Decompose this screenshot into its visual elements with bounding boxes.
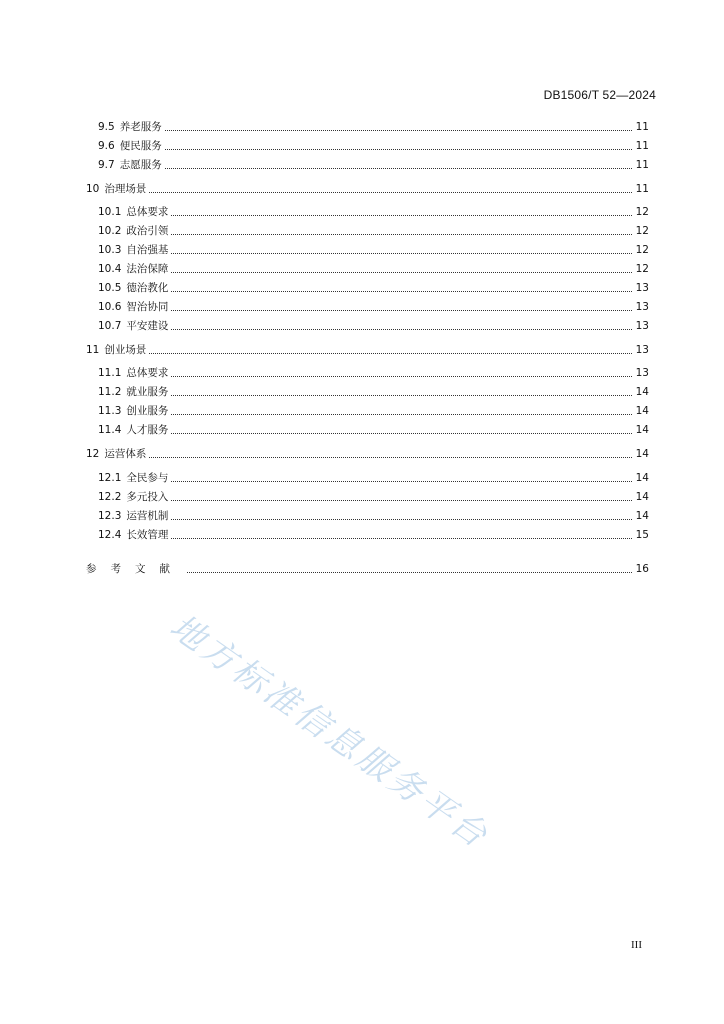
toc-leader-dots <box>171 538 632 539</box>
toc-entry-number: 10.5 <box>98 282 122 294</box>
toc-entry[interactable] <box>0 262 724 276</box>
toc-entry[interactable] <box>0 404 724 418</box>
toc-entry-number: 10.2 <box>98 225 122 237</box>
toc-entry-title: 参考文献 <box>86 563 184 575</box>
toc-entry-title: 运营机制 <box>126 510 169 522</box>
toc-leader-dots <box>171 329 632 330</box>
toc-entry[interactable] <box>0 281 724 295</box>
toc-entry-title: 德治教化 <box>126 282 169 294</box>
toc-leader-dots <box>149 457 632 458</box>
toc-leader-dots <box>187 572 632 573</box>
toc-entry-number: 11.2 <box>98 386 122 398</box>
toc-entry-page: 13 <box>635 367 649 379</box>
toc-leader-dots <box>171 253 632 254</box>
document-code: DB1506/T 52—2024 <box>543 88 656 102</box>
toc-entry-number: 10 <box>86 183 100 195</box>
toc-leader-dots <box>171 376 632 377</box>
toc-entry-title: 全民参与 <box>126 472 169 484</box>
toc-entry[interactable] <box>0 471 724 485</box>
toc-entry-page: 14 <box>635 491 649 503</box>
toc-entry-number: 12.1 <box>98 472 122 484</box>
toc-entry-title: 志愿服务 <box>119 159 162 171</box>
toc-leader-dots <box>171 234 632 235</box>
toc-entry-number: 11.1 <box>98 367 122 379</box>
toc-entry-page: 14 <box>635 405 649 417</box>
toc-entry[interactable] <box>0 300 724 314</box>
toc-entry[interactable] <box>0 366 724 380</box>
page-number: III <box>631 939 642 951</box>
toc-entry-page: 12 <box>635 225 649 237</box>
toc-entry-number: 9.6 <box>98 140 115 152</box>
toc-entry-title: 创业服务 <box>126 405 169 417</box>
toc-entry-page: 13 <box>635 344 649 356</box>
toc-entry-title: 平安建设 <box>126 320 169 332</box>
toc-leader-dots <box>171 310 632 311</box>
toc-entry-title: 就业服务 <box>126 386 169 398</box>
toc-entry[interactable] <box>0 319 724 333</box>
toc-entry[interactable] <box>0 205 724 219</box>
toc-entry[interactable] <box>0 120 724 134</box>
toc-entry-page: 12 <box>635 244 649 256</box>
toc-entry-title: 便民服务 <box>119 140 162 152</box>
toc-entry-page: 14 <box>635 448 649 460</box>
toc-leader-dots <box>171 291 632 292</box>
toc-leader-dots <box>171 414 632 415</box>
toc-entry-number: 10.4 <box>98 263 122 275</box>
toc-entry-title: 法治保障 <box>126 263 169 275</box>
toc-leader-dots <box>171 433 632 434</box>
toc-entry-title: 运营体系 <box>104 448 147 460</box>
toc-entry-number: 12 <box>86 448 100 460</box>
toc-entry-title: 多元投入 <box>126 491 169 503</box>
toc-entry-title: 总体要求 <box>126 367 169 379</box>
toc-leader-dots <box>165 130 632 131</box>
toc-entry-references[interactable] <box>0 562 724 576</box>
toc-entry[interactable] <box>0 158 724 172</box>
toc-entry-number: 12.2 <box>98 491 122 503</box>
toc-entry-page: 14 <box>635 424 649 436</box>
toc-entry-number: 11 <box>86 344 100 356</box>
toc-entry[interactable] <box>0 343 724 357</box>
toc-leader-dots <box>149 353 632 354</box>
toc-entry-title: 总体要求 <box>126 206 169 218</box>
watermark-text: 地方标准信息服务平台 <box>162 606 497 858</box>
toc-entry-page: 14 <box>635 386 649 398</box>
toc-entry-title: 创业场景 <box>104 344 147 356</box>
toc-entry[interactable] <box>0 423 724 437</box>
toc-entry-page: 12 <box>635 263 649 275</box>
toc-entry-page: 14 <box>635 510 649 522</box>
toc-entry-title: 养老服务 <box>119 121 162 133</box>
toc-entry-page: 14 <box>635 472 649 484</box>
toc-entry[interactable] <box>0 243 724 257</box>
toc-entry-title: 智治协同 <box>126 301 169 313</box>
toc-leader-dots <box>171 395 632 396</box>
toc-leader-dots <box>171 481 632 482</box>
toc-entry-page: 16 <box>635 563 649 575</box>
toc-entry-title: 自治强基 <box>126 244 169 256</box>
toc-entry-page: 13 <box>635 282 649 294</box>
toc-entry[interactable] <box>0 139 724 153</box>
toc-entry-title: 长效管理 <box>126 529 169 541</box>
toc-entry-page: 12 <box>635 206 649 218</box>
toc-entry[interactable] <box>0 528 724 542</box>
toc-entry-number: 9.7 <box>98 159 115 171</box>
toc-entry-number: 10.7 <box>98 320 122 332</box>
toc-entry-number: 10.6 <box>98 301 122 313</box>
toc-entry[interactable] <box>0 509 724 523</box>
toc-entry-number: 12.4 <box>98 529 122 541</box>
toc-entry-page: 13 <box>635 320 649 332</box>
toc-leader-dots <box>171 272 632 273</box>
toc-entry-page: 13 <box>635 301 649 313</box>
toc-entry-page: 11 <box>635 159 649 171</box>
toc-entry-number: 10.1 <box>98 206 122 218</box>
toc-leader-dots <box>165 168 632 169</box>
toc-entry-title: 政治引领 <box>126 225 169 237</box>
toc-entry-page: 11 <box>635 183 649 195</box>
toc-entry-number: 11.3 <box>98 405 122 417</box>
toc-leader-dots <box>171 500 632 501</box>
toc-leader-dots <box>149 192 632 193</box>
toc-entry-number: 11.4 <box>98 424 122 436</box>
toc-entry[interactable] <box>0 447 724 461</box>
toc-entry-page: 11 <box>635 121 649 133</box>
toc-entry[interactable] <box>0 224 724 238</box>
toc-leader-dots <box>171 519 632 520</box>
toc-entry[interactable] <box>0 182 724 196</box>
toc-entry-page: 15 <box>635 529 649 541</box>
toc-leader-dots <box>171 215 632 216</box>
toc-entry-number: 10.3 <box>98 244 122 256</box>
toc-entry-title: 治理场景 <box>104 183 147 195</box>
toc-entry[interactable] <box>0 385 724 399</box>
toc-leader-dots <box>165 149 632 150</box>
toc-entry-number: 9.5 <box>98 121 115 133</box>
toc-entry-title: 人才服务 <box>126 424 169 436</box>
toc-entry-page: 11 <box>635 140 649 152</box>
toc-entry-number: 12.3 <box>98 510 122 522</box>
toc-entry[interactable] <box>0 490 724 504</box>
